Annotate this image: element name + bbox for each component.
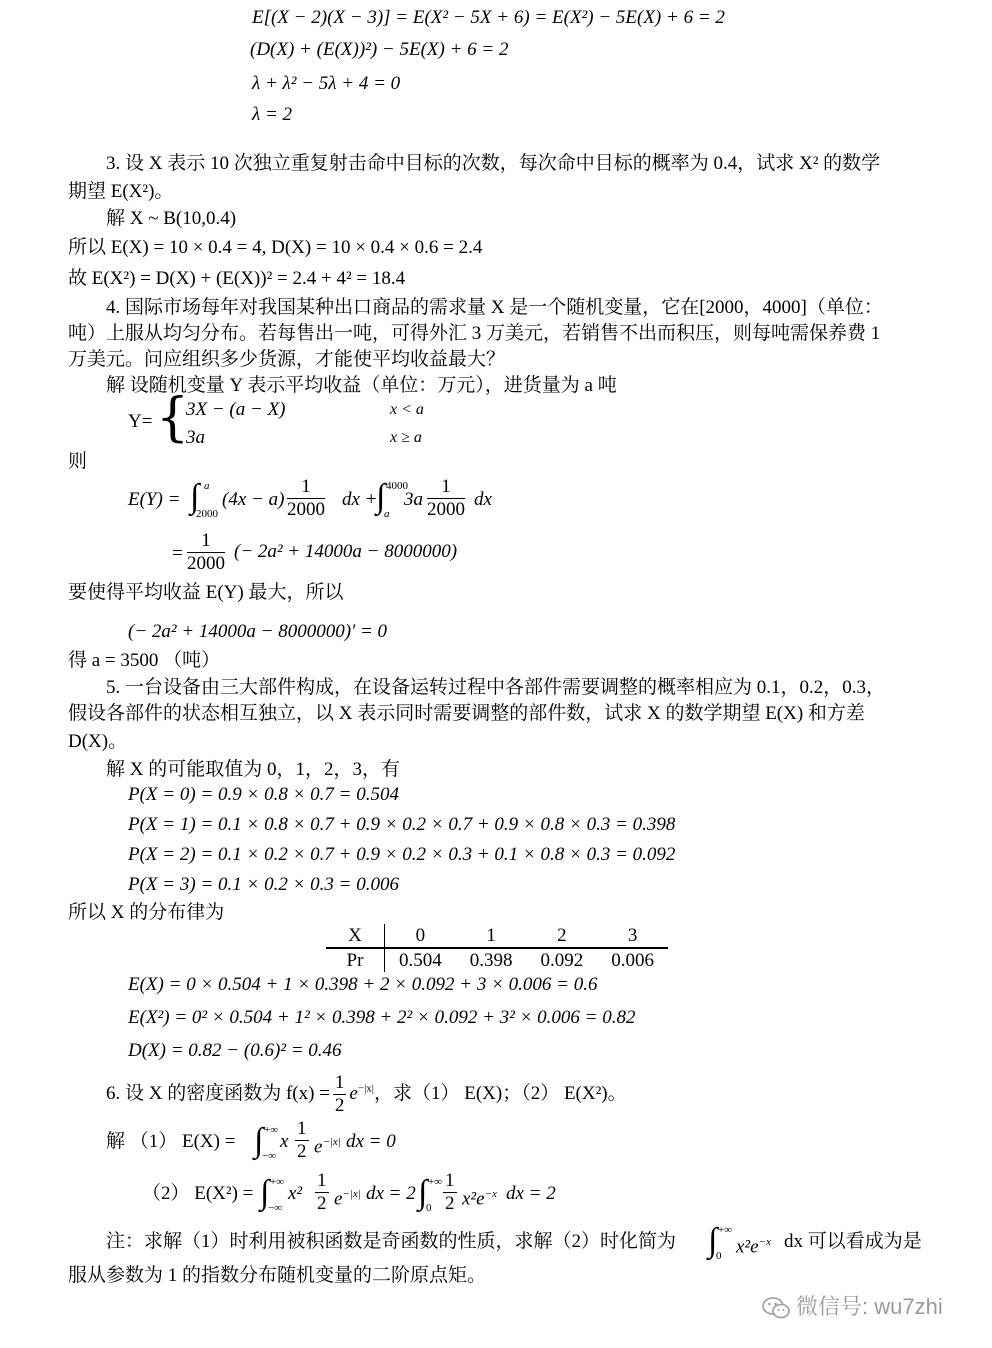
p4-solution-1: 解 设随机变量 Y 表示平均收益（单位：万元），进货量为 a 吨 bbox=[106, 375, 617, 396]
piecewise-brace: { bbox=[156, 388, 190, 448]
answer-a: 得 a = 3500 （吨） bbox=[68, 650, 221, 671]
p3-question-line1: 3. 设 X 表示 10 次独立重复射击命中目标的次数，每次命中目标的概率为 0.4，试求 X² 的数学 bbox=[106, 153, 881, 174]
integral-sign-6: ∫ bbox=[708, 1222, 718, 1259]
prob-x1: P(X = 1) = 0.1 × 0.8 × 0.7 + 0.9 × 0.2 × 0.7 + 0.9 × 0.8 × 0.3 = 0.398 bbox=[128, 814, 676, 835]
ey-lhs: E(Y) = bbox=[128, 489, 181, 510]
piecewise-case-1: 3X − (a − X) bbox=[186, 399, 286, 420]
table-cell: 0 bbox=[385, 924, 456, 948]
a2-tail: dx = 2 bbox=[506, 1183, 556, 1204]
watermark-text: 微信号: wu7zhi bbox=[796, 1294, 943, 1319]
int6-upper: +∞ bbox=[718, 1224, 733, 1236]
p3-solution-3: 故 E(X²) = D(X) + (E(X))² = 2.4 + 4² = 18.4 bbox=[68, 268, 406, 289]
dx-label: dx bbox=[474, 489, 492, 510]
table-cell: X bbox=[326, 924, 385, 948]
top-eq-2: (D(X) + (E(X))²) − 5E(X) + 6 = 2 bbox=[250, 39, 509, 60]
piecewise-cond-2: x ≥ a bbox=[390, 429, 422, 446]
fraction-5: $\frac{1}{2}$ bbox=[317, 1170, 327, 1214]
table-cell: Pr bbox=[326, 948, 385, 972]
p4-question-line1: 4. 国际市场每年对我国某种出口商品的需求量 X 是一个随机变量，它在[2000，4000]（单位： bbox=[106, 297, 883, 318]
note-body: $x^2e^{-x}$ bbox=[736, 1236, 771, 1258]
max-text: 要使得平均收益 E(Y) 最大，所以 bbox=[68, 582, 344, 603]
piecewise-case-2: 3a bbox=[186, 427, 205, 448]
piecewise-label: Y= bbox=[128, 411, 153, 432]
top-eq-1: E[(X − 2)(X − 3)] = E(X² − 5X + 6) = E(X²) − 5E(X) + 6 = 2 bbox=[252, 7, 725, 28]
int1-body: (4x − a) bbox=[222, 489, 285, 510]
top-eq-3: λ + λ² − 5λ + 4 = 0 bbox=[252, 73, 401, 94]
note-line1-pre: 注：求解（1）时利用被积函数是奇函数的性质，求解（2）时化简为 bbox=[106, 1231, 677, 1252]
p3-solution-2: 所以 E(X) = 10 × 0.4 = 4, D(X) = 10 × 0.4 × 0.6 = 2.4 bbox=[68, 237, 483, 258]
dx-result: D(X) = 0.82 − (0.6)² = 0.46 bbox=[128, 1040, 342, 1061]
top-eq-4: λ = 2 bbox=[252, 104, 293, 125]
a2-e: $e^{-|x|}$ bbox=[334, 1188, 361, 1210]
prob-x0: P(X = 0) = 0.9 × 0.8 × 0.7 = 0.504 bbox=[128, 784, 399, 805]
table-cell: 0.092 bbox=[540, 949, 584, 971]
int5-lower: 0 bbox=[426, 1202, 432, 1214]
a1-e: $e^{-|x|}$ bbox=[314, 1136, 341, 1158]
int5-upper: +∞ bbox=[428, 1176, 443, 1188]
p6-question-post: ，求（1） E(X)；（2） E(X²)。 bbox=[373, 1082, 627, 1104]
a2-body: $x^2e^{-x}$ bbox=[462, 1188, 497, 1210]
dx-plus: dx + bbox=[342, 489, 378, 510]
table-cell: 3 bbox=[597, 924, 668, 948]
fraction-3: $\frac{1}{2000}$ bbox=[187, 530, 225, 574]
p3-question-line2: 期望 E(X²)。 bbox=[68, 181, 174, 202]
ex2-result: E(X²) = 0² × 0.504 + 1² × 0.398 + 2² × 0.092 + 3² × 0.006 = 0.82 bbox=[128, 1007, 636, 1028]
int4-lower: −∞ bbox=[268, 1202, 283, 1214]
p6-question-pre: 6. 设 X 的密度函数为 f(x) = bbox=[106, 1082, 330, 1104]
p5-solution-1: 解 X 的可能取值为 0，1，2，3，有 bbox=[106, 759, 400, 780]
derivative-eq: (− 2a² + 14000a − 8000000)′ = 0 bbox=[128, 621, 388, 642]
eq-sign: = bbox=[172, 543, 183, 564]
then-label: 则 bbox=[68, 451, 88, 472]
a2-mid: dx = 2 bbox=[366, 1183, 416, 1204]
p6-question bbox=[106, 1072, 627, 1117]
table-cell: 0.398 bbox=[469, 949, 513, 971]
table-row bbox=[326, 948, 668, 972]
int1-upper: a bbox=[204, 480, 210, 492]
distribution-table bbox=[326, 924, 668, 972]
int3-upper: +∞ bbox=[264, 1124, 279, 1136]
p6-answer-1 bbox=[106, 1130, 235, 1154]
table-cell: 1 bbox=[456, 924, 527, 948]
table-cell: 2 bbox=[527, 924, 598, 948]
p3-solution-1: 解 X ~ B(10,0.4) bbox=[106, 208, 237, 229]
integral-sign-5: ∫ bbox=[418, 1174, 428, 1211]
table-cell: 0.504 bbox=[399, 949, 442, 971]
a1-pre: 解 （1） E(X) = bbox=[106, 1131, 236, 1152]
int2-upper: 4000 bbox=[386, 480, 408, 492]
int2-body: 3a bbox=[404, 489, 423, 510]
wechat-watermark bbox=[762, 1290, 943, 1321]
int1-lower: 2000 bbox=[196, 508, 218, 520]
p6-answer-2: （2） E(X²) = bbox=[142, 1183, 254, 1204]
a1-x: x bbox=[280, 1131, 289, 1152]
table-cell: 0.006 bbox=[611, 949, 654, 971]
integral-sign-2: ∫ bbox=[376, 478, 386, 515]
a2-x: x² bbox=[288, 1183, 303, 1204]
int4-upper: +∞ bbox=[270, 1176, 285, 1188]
piecewise-cond-1: x < a bbox=[390, 401, 424, 418]
integral-sign-3: ∫ bbox=[254, 1122, 264, 1159]
p5-question-line1: 5. 一台设备由三大部件构成，在设备运转过程中各部件需要调整的概率相应为 0.1，0.2，0.3， bbox=[106, 677, 886, 698]
exp-e: e bbox=[349, 1082, 358, 1104]
polynomial: (− 2a² + 14000a − 8000000) bbox=[234, 541, 458, 562]
prob-x3: P(X = 3) = 0.1 × 0.2 × 0.3 = 0.006 bbox=[128, 874, 399, 895]
table-row bbox=[326, 924, 668, 948]
p5-question-line3: D(X)。 bbox=[68, 731, 128, 752]
dist-intro: 所以 X 的分布律为 bbox=[68, 902, 225, 923]
fraction-1: $\frac{1}{2000}$ bbox=[287, 476, 325, 520]
integral-sign-1: ∫ bbox=[190, 478, 200, 515]
fraction-2: $\frac{1}{2000}$ bbox=[427, 476, 465, 520]
half-fraction: $\frac{1}{2}$ bbox=[334, 1072, 345, 1116]
exp-sup: −|x| bbox=[357, 1082, 374, 1095]
ex-result: E(X) = 0 × 0.504 + 1 × 0.398 + 2 × 0.092 + 3 × 0.006 = 0.6 bbox=[128, 974, 598, 995]
a1-tail: dx = 0 bbox=[346, 1131, 396, 1152]
wechat-icon bbox=[762, 1297, 790, 1319]
note-line2: 服从参数为 1 的指数分布随机变量的二阶原点矩。 bbox=[68, 1265, 487, 1286]
prob-x2: P(X = 2) = 0.1 × 0.2 × 0.7 + 0.9 × 0.2 × 0.3 + 0.1 × 0.8 × 0.3 = 0.092 bbox=[128, 844, 676, 865]
int6-lower: 0 bbox=[716, 1250, 722, 1262]
integral-sign-4: ∫ bbox=[260, 1174, 270, 1211]
int3-lower: −∞ bbox=[262, 1150, 277, 1162]
p5-question-line2: 假设各部件的状态相互独立，以 X 表示同时需要调整的部件数，试求 X 的数学期望 E(X) 和方差 bbox=[68, 703, 865, 724]
fraction-4: $\frac{1}{2}$ bbox=[297, 1118, 307, 1162]
p4-question-line2: 吨）上服从均匀分布。若每售出一吨，可得外汇 3 万美元，若销售不出而积压，则每吨需保养费 1 bbox=[68, 323, 881, 344]
fraction-6: $\frac{1}{2}$ bbox=[445, 1170, 455, 1214]
p4-question-line3: 万美元。问应组织多少货源，才能使平均收益最大？ bbox=[68, 349, 506, 370]
int2-lower: a bbox=[384, 508, 390, 520]
note-line1-post: dx 可以看成为是 bbox=[784, 1231, 922, 1252]
